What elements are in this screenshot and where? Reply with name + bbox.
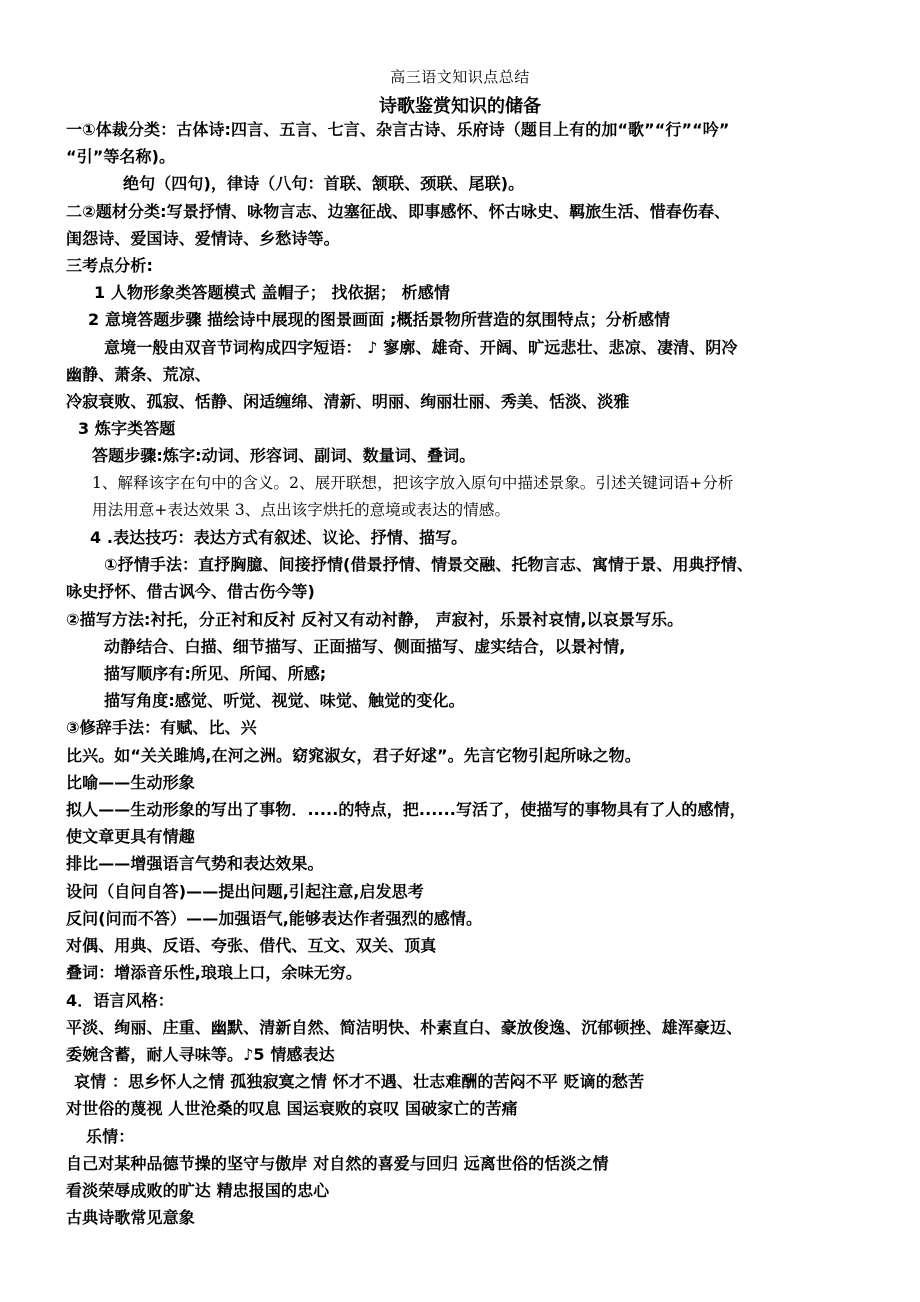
document-body (66, 116, 866, 1231)
text-line: 一①体裁分类：古体诗:四言、五言、七言、杂言古诗、乐府诗（题目上有的加“歌”“行”“吟” (66, 120, 730, 139)
text-line: 4 .表达技巧：表达方式有叙述、议论、抒情、描写。 (90, 528, 468, 548)
text-line: 1 人物形象类答题模式 盖帽子； 找依据； 析感情 (94, 283, 450, 303)
text-line: 对世俗的蔑视 人世沧桑的叹息 国运衰败的哀叹 国破家亡的苦痛 (66, 1099, 518, 1119)
text-line: 对偶、用典、反语、夸张、借代、互文、双关、顶真 (66, 936, 437, 956)
text-line: 动静结合、白描、细节描写、正面描写、侧面描写、虚实结合，以景衬情, (104, 636, 626, 656)
text-line: 乐情： (86, 1126, 135, 1146)
text-line: “引”等名称)。 (66, 147, 176, 167)
text-line: 委婉含蓄，耐人寻味等。♪5 情感表达 (66, 1044, 335, 1064)
text-line: 看淡荣辱成败的旷达 精忠报国的忠心 (66, 1180, 330, 1200)
text-line: 1、解释该字在句中的含义。2、展开联想，把该字放入原句中描述景象。引述关键词语+分析 (92, 473, 734, 492)
text-line: 使文章更具有情趣 (66, 827, 195, 847)
text-line: 平淡、绚丽、庄重、幽默、清新自然、简洁明快、朴素直白、豪放俊逸、沉郁顿挫、雄浑豪迈、 (66, 1017, 743, 1037)
text-line: 比喻——生动形象 (66, 772, 195, 792)
text-line: 闺怨诗、爱国诗、爱情诗、乡愁诗等。 (66, 228, 340, 248)
text-line: 意境一般由双音节词构成四字短语： ♪ 寥廓、雄奇、开阔、旷远悲壮、悲凉、凄清、阴冷 (104, 337, 738, 357)
text-line: 描写角度:感觉、听觉、视觉、味觉、触觉的变化。 (104, 691, 465, 711)
text-line: ③修辞手法：有赋、比、兴 (66, 718, 257, 738)
text-line: 反问(问而不答）——加强语气,能够表达作者强烈的感情。 (66, 908, 483, 928)
text-line: 描写顺序有:所见、所闻、所感; (104, 664, 327, 684)
text-line: 2 意境答题步骤 描绘诗中展现的图景画面 ;概括景物所营造的氛围特点；分析感情 (88, 310, 671, 330)
text-line: 哀情 ：思乡怀人之情 孤独寂寞之情 怀才不遇、壮志难酬的苦闷不平 贬谪的愁苦 (74, 1072, 645, 1092)
text-line: 比兴。如“关关雎鸠,在河之洲。窈窕淑女，君子好逑”。先言它物引起所咏之物。 (66, 745, 641, 765)
text-line: 三考点分析: (66, 256, 153, 276)
text-line: 用法用意+表达效果 3、点出该字烘托的意境或表达的情感。 (92, 500, 511, 519)
text-line: 冷寂衰败、孤寂、恬静、闲适缠绵、清新、明丽、绚丽壮丽、秀美、恬淡、淡雅 (66, 392, 630, 412)
text-line: 咏史抒怀、借古讽今、借古伤今等) (66, 582, 315, 602)
text-line: 拟人——生动形象的写出了事物．.....的特点，把......写活了，使描写的事物具有了人的感情， (66, 800, 746, 820)
text-line: ②描写方法:衬托，分正衬和反衬 反衬又有动衬静， 声寂衬，乐景衬哀情,以哀景写乐。 (66, 609, 684, 629)
text-line: 叠词：增添音乐性,琅琅上口，余味无穷。 (66, 963, 362, 983)
text-line: 设问（自问自答)——提出问题,引起注意,启发思考 (66, 881, 424, 901)
text-line: 排比——增强语言气势和表达效果。 (66, 854, 324, 874)
text-line: ①抒情手法：直抒胸臆、间接抒情(借景抒情、情景交融、托物言志、寓情于景、用典抒情、 (104, 555, 753, 575)
text-line: 4．语言风格： (66, 990, 174, 1010)
document-title: 诗歌鉴赏知识的储备 (379, 96, 541, 117)
text-line: 二②题材分类:写景抒情、咏物言志、边塞征战、即事感怀、怀古咏史、羁旅生活、惜春伤春、 (66, 201, 731, 221)
document-header: 高三语文知识点总结 (390, 68, 530, 86)
text-line: 自己对某种品德节操的坚守与傲岸 对自然的喜爱与回归 远离世俗的恬淡之情 (66, 1153, 609, 1173)
text-line: 3 炼字类答题 (78, 419, 176, 439)
text-line: 绝句（四句)，律诗（八句：首联、颔联、颈联、尾联)。 (123, 174, 525, 194)
text-line: 答题步骤:炼字:动词、形容词、副词、数量词、叠词。 (92, 446, 476, 466)
text-line: 古典诗歌常见意象 (66, 1208, 195, 1228)
text-line: 幽静、萧条、荒凉、 (66, 364, 211, 384)
